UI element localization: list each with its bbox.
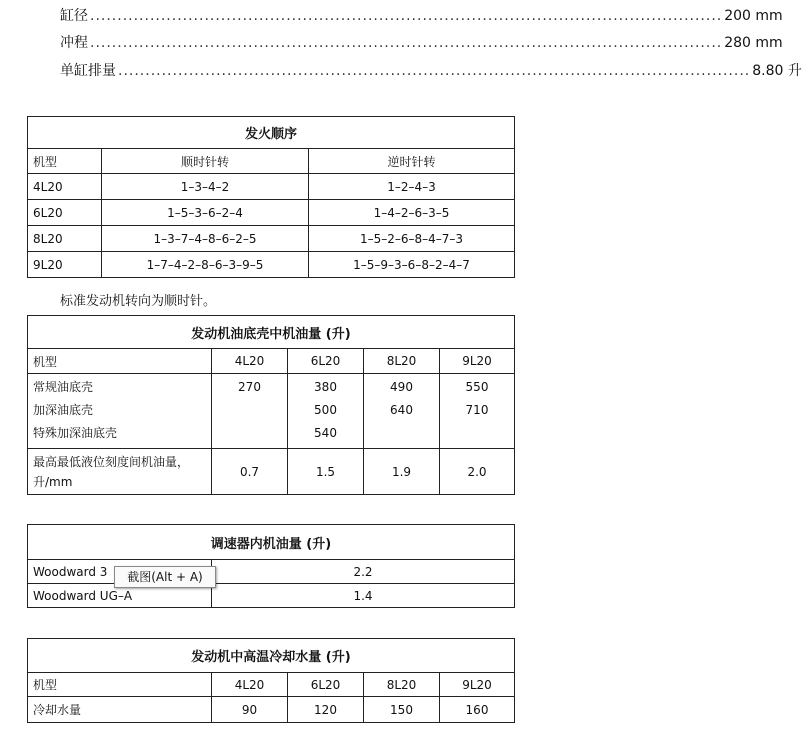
header-cell: 4L20 <box>212 673 288 697</box>
sump-type-labels <box>28 374 212 449</box>
coolant-table <box>27 638 515 723</box>
header-cell: 9L20 <box>440 349 515 374</box>
header-cell: 6L20 <box>288 673 364 697</box>
table-cell: 1–5–9–3–6–8–2–4–7 <box>309 252 515 278</box>
header-cell: 8L20 <box>364 673 440 697</box>
table-cell: 1.5 <box>288 449 364 495</box>
table-cell: 8L20 <box>28 226 102 252</box>
spec-bore <box>60 6 783 26</box>
values-6l20 <box>288 374 364 449</box>
screenshot-tooltip: 截图(Alt + A) <box>114 566 216 588</box>
spec-label: 缸径 <box>60 8 88 24</box>
table-cell: 1–5–2–6–8–4–7–3 <box>309 226 515 252</box>
table-cell: 150 <box>364 697 440 723</box>
dot-leader: .................................................................................................................... <box>118 63 751 79</box>
table-row <box>28 584 515 608</box>
spec-value: 200 mm <box>724 8 783 24</box>
table-cell: 6L20 <box>28 200 102 226</box>
spec-value: 280 mm <box>724 35 783 51</box>
header-cell: 机型 <box>28 673 212 697</box>
value: 380 <box>314 380 337 394</box>
header-cell: 逆时针转 <box>309 149 515 174</box>
header-cell: 4L20 <box>212 349 288 374</box>
header-cell: 机型 <box>28 349 212 374</box>
sump-label: 特殊加深油底壳 <box>33 426 118 440</box>
table-row <box>28 200 515 226</box>
sump-oil-table <box>27 315 515 495</box>
header-cell: 顺时针转 <box>102 149 309 174</box>
table-row <box>28 174 515 200</box>
header-cell: 8L20 <box>364 349 440 374</box>
governor-oil-table <box>27 524 515 608</box>
values-9l20 <box>440 374 515 449</box>
table-row <box>28 560 515 584</box>
table-cell: 9L20 <box>28 252 102 278</box>
table-cell: Woodward UG–A <box>28 584 212 608</box>
firing-order-table <box>27 116 515 278</box>
rotation-note: 标准发动机转向为顺时针。 <box>60 294 217 309</box>
values-8l20 <box>364 374 440 449</box>
table-title: 发动机中高温冷却水量 (升) <box>28 639 515 673</box>
table-cell: 1–7–4–2–8–6–3–9–5 <box>102 252 309 278</box>
header-cell: 机型 <box>28 149 102 174</box>
table-cell: 1–3–4–2 <box>102 174 309 200</box>
value: 540 <box>314 426 337 440</box>
spec-value: 8.80 升 <box>752 63 802 79</box>
table-cell: 1–3–7–4–8–6–2–5 <box>102 226 309 252</box>
table-cell: 冷却水量 <box>28 697 212 723</box>
table-cell: 1–4–2–6–3–5 <box>309 200 515 226</box>
table-row <box>28 697 515 723</box>
spec-label: 单缸排量 <box>60 63 116 79</box>
value: 490 <box>390 380 413 394</box>
table-cell: 最高最低液位刻度间机油量，升/mm <box>28 449 212 495</box>
value: 710 <box>465 403 489 417</box>
table-cell: 2.2 <box>212 560 515 584</box>
table-cell: 160 <box>440 697 515 723</box>
value: 640 <box>390 403 413 417</box>
table-cell: 2.0 <box>440 449 515 495</box>
table-title: 发火顺序 <box>28 117 515 149</box>
value: 550 <box>465 380 489 394</box>
dot-leader: .................................................................................................................... <box>90 35 723 51</box>
sump-label: 常规油底壳 <box>33 380 94 394</box>
value: 270 <box>238 380 261 394</box>
spec-label: 冲程 <box>60 35 88 51</box>
table-cell: 90 <box>212 697 288 723</box>
table-cell: 1–2–4–3 <box>309 174 515 200</box>
table-cell: 0.7 <box>212 449 288 495</box>
value: 500 <box>314 403 337 417</box>
table-cell: 120 <box>288 697 364 723</box>
values-4l20 <box>212 374 288 449</box>
table-title: 发动机油底壳中机油量 (升) <box>28 316 515 349</box>
table-cell: 1.4 <box>212 584 515 608</box>
table-row <box>28 226 515 252</box>
header-cell: 6L20 <box>288 349 364 374</box>
table-cell: 1–5–3–6–2–4 <box>102 200 309 226</box>
table-cell: 1.9 <box>364 449 440 495</box>
table-row <box>28 374 515 449</box>
table-cell: 4L20 <box>28 174 102 200</box>
table-row <box>28 449 515 495</box>
dot-leader: .................................................................................................................... <box>90 8 723 24</box>
header-cell: 9L20 <box>440 673 515 697</box>
table-cell: Woodward 3 <box>28 560 212 584</box>
table-title: 调速器内机油量 (升) <box>28 525 515 560</box>
spec-stroke <box>60 33 783 53</box>
table-row <box>28 252 515 278</box>
spec-displacement <box>60 61 802 81</box>
sump-label: 加深油底壳 <box>33 403 94 417</box>
